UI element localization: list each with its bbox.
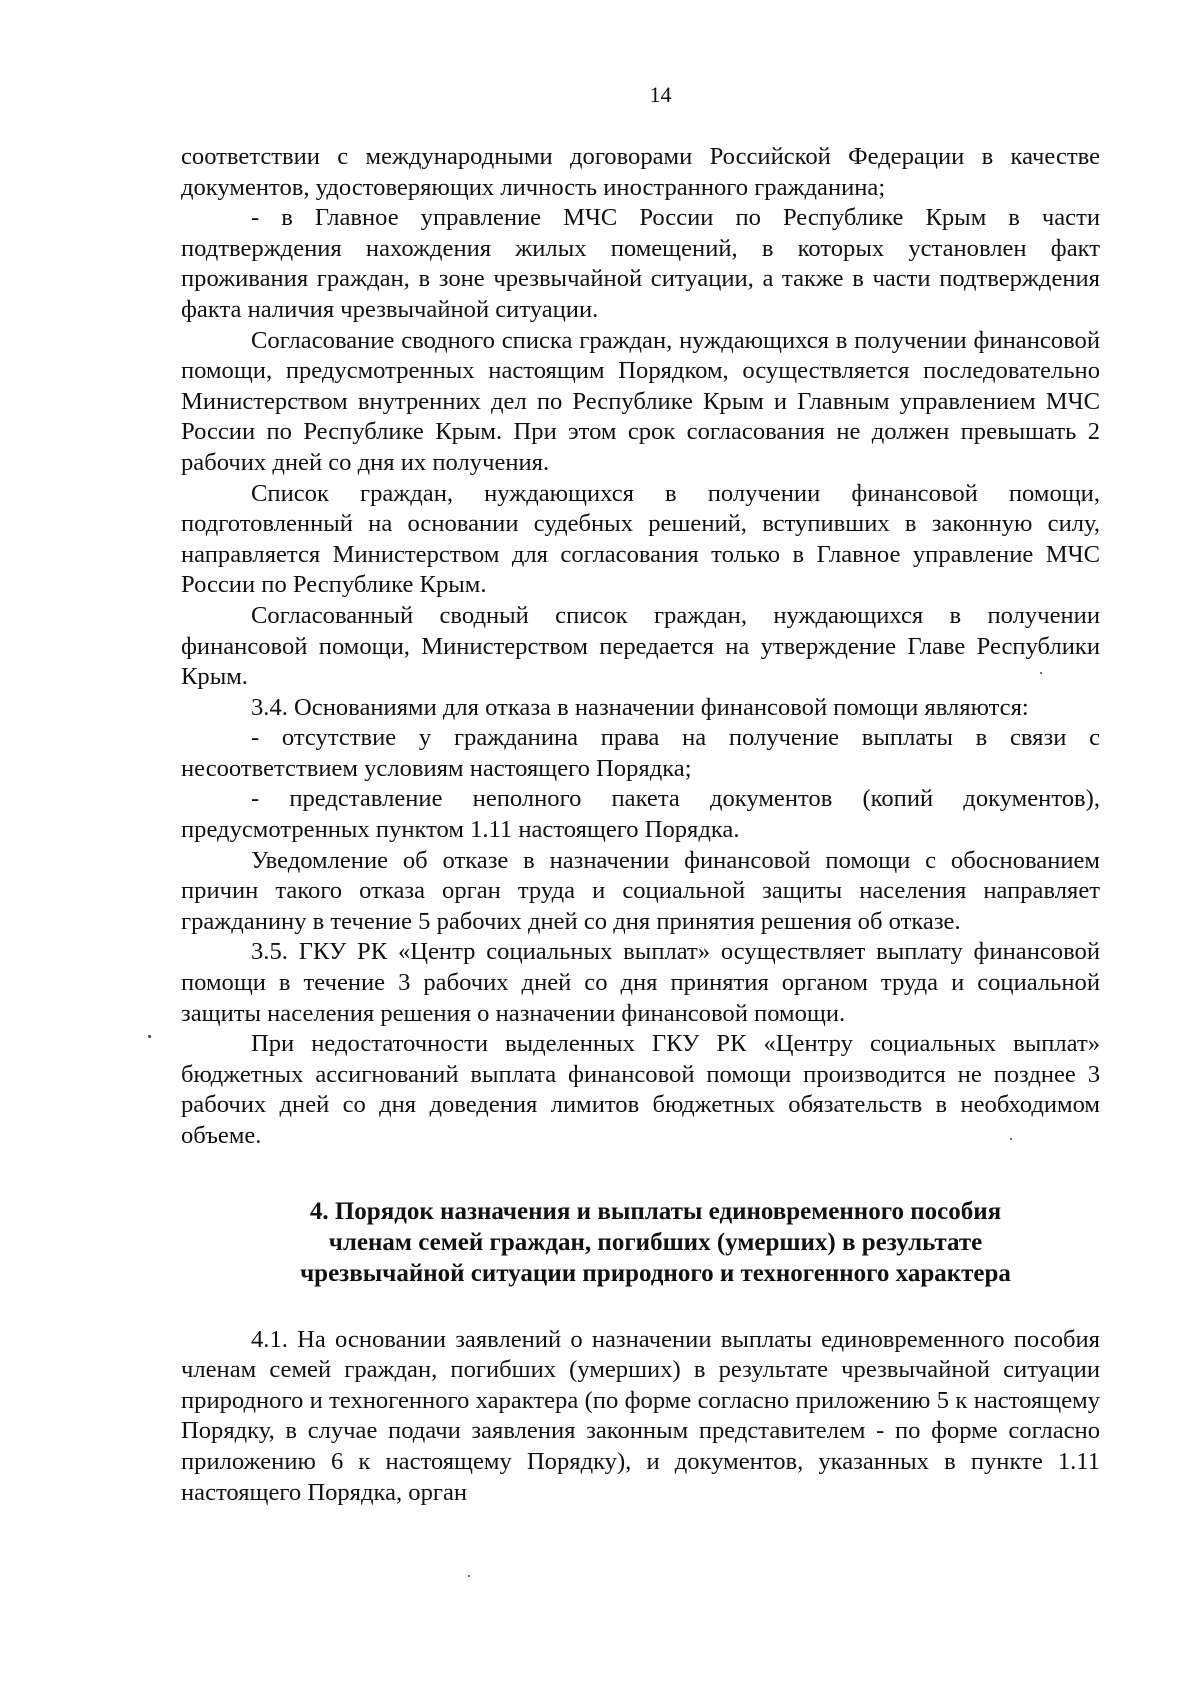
- paragraph-refusal-reason-1: - отсутствие у гражданина права на получение выплаты в связи с несоответствием условиям настоящего Порядка;: [181, 724, 1100, 782]
- paragraph-approved-list: Согласованный сводный список граждан, нуждающихся в получении финансовой помощи, Министерством передается на утверждение Главе Республики Крым.: [181, 601, 1100, 691]
- heading-line: членам семей граждан, погибших (умерших) в результате: [328, 1228, 983, 1256]
- paragraph-insufficient-funds: При недостаточности выделенных ГКУ РК «Центру социальных выплат» бюджетных ассигнований выплата финансовой помощи производится не позднее 3 рабочих дней со дня доведения лимитов бюджетных обязательств в необходимом объеме.: [181, 1030, 1100, 1149]
- paragraph-court-list: Список граждан, нуждающихся в получении финансовой помощи, подготовленный на основании судебных решений, вступивших в законную силу, направляется Министерством для согласования только в Главное управление МЧС России по Республике Крым.: [181, 479, 1100, 599]
- section-4-heading: [181, 1196, 1100, 1289]
- scan-speck: [1040, 672, 1042, 674]
- paragraph-refusal-notice: Уведомление об отказе в назначении финансовой помощи с обоснованием причин такого отказа орган труда и социальной защиты населения направляет гражданину в течение 5 рабочих дней со дня принятия решения об отказе.: [181, 846, 1100, 935]
- heading-line: 4. Порядок назначения и выплаты единовременного пособия: [309, 1197, 1002, 1225]
- body-text: [181, 142, 1100, 1508]
- paragraph-3-4: 3.4. Основаниями для отказа в назначении финансовой помощи являются:: [251, 693, 1029, 721]
- scan-speck: [148, 1035, 151, 1038]
- paragraph-refusal-reason-2: - представление неполного пакета документов (копий документов), предусмотренных пунктом 1.11 настоящего Порядка.: [181, 785, 1100, 844]
- paragraph-mchs-item: - в Главное управление МЧС России по Республике Крым в части подтверждения нахождения жилых помещений, в которых установлен факт проживания граждан, в зоне чрезвычайной ситуации, а также в части подтверждения факта наличия чрезвычайной ситуации.: [181, 204, 1100, 323]
- heading-line: чрезвычайной ситуации природного и техногенного характера: [300, 1259, 1011, 1287]
- page-number: 14: [649, 82, 672, 107]
- paragraph-continuation: соответствии с международными договорами Российской Федерации в качестве документов, удостоверяющих личность иностранного гражданина;: [181, 143, 1100, 201]
- scan-speck: [1010, 1138, 1012, 1140]
- paragraph-4-1: 4.1. На основании заявлений о назначении выплаты единовременного пособия членам семей граждан, погибших (умерших) в результате чрезвычайной ситуации природного и техногенного характера (по форме согласно приложению 5 к настоящему Порядку, в случае подачи заявления законным представителем - по форме согласно приложению 6 к настоящему Порядку), и документов, указанных в пункте 1.11 настоящего Порядка, орган: [181, 1325, 1100, 1506]
- paragraph-3-5: 3.5. ГКУ РК «Центр социальных выплат» осуществляет выплату финансовой помощи в течение 3 рабочих дней со дня принятия органом труда и социальной защиты населения решения о назначении финансовой помощи.: [181, 938, 1100, 1027]
- scan-speck: [468, 1575, 470, 1577]
- paragraph-approval-list: Согласование сводного списка граждан, нуждающихся в получении финансовой помощи, предусмотренных настоящим Порядком, осуществляется последовательно Министерством внутренних дел по Республике Крым и Главным управлением МЧС России по Республике Крым. При этом срок согласования не должен превышать 2 рабочих дней со дня их получения.: [181, 326, 1100, 476]
